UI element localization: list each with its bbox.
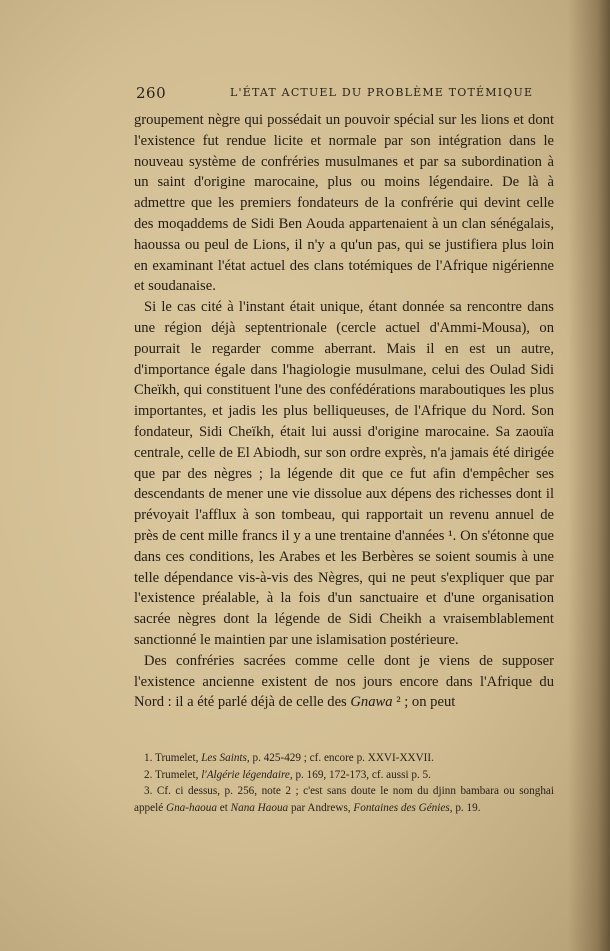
paragraph-1: groupement nègre qui possédait un pouvoir spécial sur les lions et dont l'existence fut rendue licite et normale par son intégration dans le nouveau système de confréries musulmanes et par sa subordination à un saint d'origine marocaine, plus ou moins légendaire. De là à admettre que les premiers fondateurs de la confrérie qui devint celle des moqaddems de Sidi Ben Aouda appartenaient à un clan sénégalais, haoussa ou peul de Lions, il n'y a qu'un pas, qui se justifiera plus loin en examinant l'état actuel des clans totémiques de l'Afrique nigérienne et soudanaise. (134, 112, 554, 295)
footnote-1 (134, 750, 554, 767)
page-number: 260 (136, 84, 167, 102)
footnote-2 (134, 767, 554, 784)
footnote-ref: p. 19. (452, 801, 481, 814)
paragraph-3-text: Des confréries sacrées comme celle dont je viens de supposer l'existence ancienne existent de nos jours encore dans l'Afrique du Nord : il a été parlé déjà de celle des (134, 652, 554, 711)
footnote-ref: p. 169, 172-173, cf. aussi p. 5. (292, 768, 431, 781)
footnote-ref: p. 425-429 ; cf. encore p. XXVI-XXVII. (249, 752, 434, 764)
running-title: L'ÉTAT ACTUEL DU PROBLÈME TOTÉMIQUE (230, 86, 534, 99)
main-text (134, 110, 554, 713)
footnote-title: l'Algérie légendaire, (201, 768, 293, 781)
footnote-author: Trumelet, (155, 768, 199, 781)
footnote-number: 1. (144, 752, 153, 764)
footnote-text: et (216, 801, 231, 814)
footnote-term: Nana Haoua (230, 801, 289, 814)
footnote-3 (134, 783, 554, 816)
footnote-text: Cf. ci dessus, p. 256, note 2 ; c'est sans doute le nom du djinn bambara ou songhai appelé (134, 785, 555, 814)
footnote-title: Fontaines des Génies, (353, 801, 453, 814)
footnote-number: 3. (144, 785, 153, 797)
gnawa-term: Gnawa (350, 694, 393, 711)
footnotes (134, 750, 554, 816)
footnote-term: Gna-haoua (166, 801, 217, 814)
footnote-text: par Andrews, (288, 801, 354, 814)
paragraph-3 (134, 651, 554, 713)
paragraph-3-end: ² ; on peut (392, 694, 456, 711)
footnote-title: Les Saints, (201, 752, 250, 764)
footnote-author: Trumelet, (155, 752, 199, 764)
paragraph-2: Si le cas cité à l'instant était unique, étant donnée sa rencontre dans une région déjà septentrionale (cercle actuel d'Ammi-Mousa), on pourrait le regarder comme aberrant. Mais il en est un autre, d'importance égale dans l'hagiologie musulmane, celui des Oulad Sidi Cheïkh, qui constituent l'une des confédérations maraboutiques les plus importantes, et jadis les plus belliqueuses, de l'Afrique du Nord. Son fondateur, Sidi Cheïkh, était lui aussi d'origine marocaine. Sa zaouïa centrale, celle de El Abiodh, sur son ordre exprès, n'a jamais été dirigée que par des nègres ; la légende dit que ce fut afin d'empêcher ses descendants de mener une vie dissolue aux dépens des richesses dont il prévoyait l'afflux à son tombeau, qui rapportait un revenu annuel de près de cent mille francs il y a une trentaine d'années ¹. On s'étonne que dans ces conditions, les Arabes et les Berbères se soient soumis à une telle dépendance vis-à-vis des Nègres, qui ne peut s'expliquer que par l'existence préalable, à la fois d'un sanctuaire et d'une organisation sacrée nègres dont la légende de Sidi Cheikh a vraisemblablement sanctionné le maintien par une islamisation postérieure. (134, 299, 554, 648)
footnote-number: 2. (144, 768, 153, 781)
